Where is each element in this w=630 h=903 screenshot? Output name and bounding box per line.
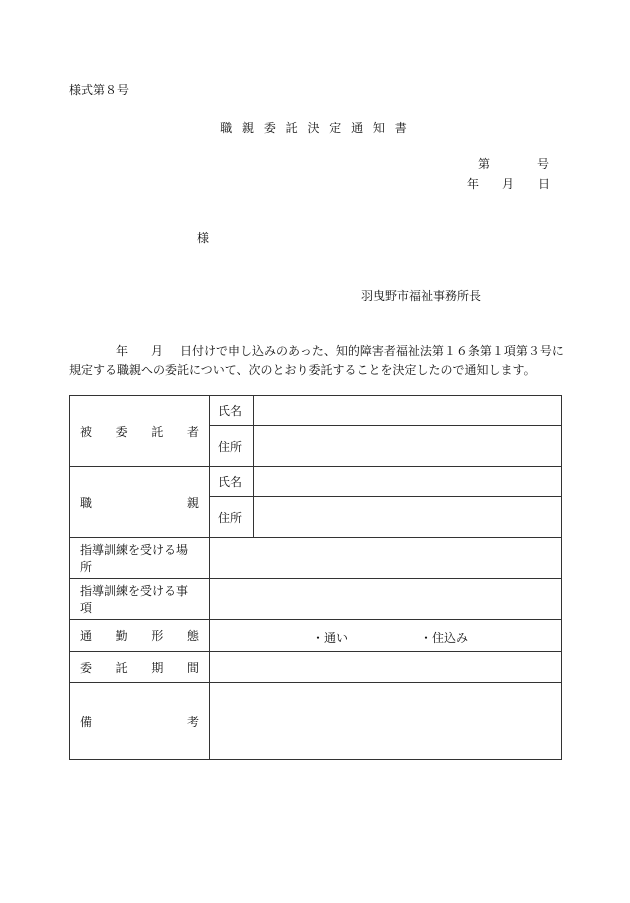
body-line-1-text: 日付けで申し込みのあった、知的障害者福祉法第１６条第１項第３号に (180, 344, 564, 358)
employer-name-label: 氏 名 (210, 467, 254, 497)
training-items-label: 指導訓練を受ける事項 (70, 579, 210, 620)
commute-type-field (210, 620, 562, 652)
contract-period-field[interactable] (210, 652, 562, 683)
issuer-name: 羽曳野市福祉事務所長 (361, 289, 482, 303)
decision-details-table (69, 395, 562, 760)
employer-name-field[interactable] (254, 467, 562, 497)
table-row (70, 620, 562, 652)
employer-address-field[interactable] (254, 497, 562, 538)
remarks-field[interactable] (210, 683, 562, 760)
body-month-label: 月 (151, 344, 164, 358)
contract-period-label: 委 託 期 間 (70, 652, 210, 683)
table-row (70, 396, 562, 426)
body-line-2: 規定する職親への委託について、次のとおり委託することを決定したので通知します。 (69, 363, 536, 377)
table-row (70, 683, 562, 760)
training-items-field[interactable] (210, 579, 562, 620)
table-row (70, 538, 562, 579)
employer-label: 職 親 (70, 467, 210, 538)
employer-address-label: 住 所 (210, 497, 254, 538)
table-row (70, 579, 562, 620)
body-year-label: 年 (116, 344, 129, 358)
trustee-name-field[interactable] (254, 396, 562, 426)
trustee-name-label: 氏 名 (210, 396, 254, 426)
training-place-field[interactable] (210, 538, 562, 579)
table-row (70, 652, 562, 683)
commute-type-label: 通 勤 形 態 (70, 620, 210, 652)
date-day-label: 日 (538, 177, 551, 191)
doc-number-suffix: 号 (537, 157, 550, 171)
doc-number-prefix: 第 (478, 157, 491, 171)
table-row (70, 467, 562, 497)
document-title: 職 親 委 託 決 定 通 知 書 (220, 121, 410, 135)
date-month-label: 月 (502, 177, 515, 191)
training-place-label: 指導訓練を受ける場所 (70, 538, 210, 579)
commute-option-live-in[interactable]: ・住込み (420, 630, 469, 645)
body-line-1 (69, 342, 564, 359)
commute-option-commute[interactable]: ・通い (312, 630, 349, 645)
date-year-label: 年 (467, 177, 480, 191)
trustee-address-label: 住 所 (210, 426, 254, 467)
remarks-label: 備 考 (70, 683, 210, 760)
trustee-label: 被 委 託 者 (70, 396, 210, 467)
trustee-address-field[interactable] (254, 426, 562, 467)
form-number: 様式第８号 (69, 83, 130, 97)
addressee-suffix: 様 (197, 231, 210, 245)
